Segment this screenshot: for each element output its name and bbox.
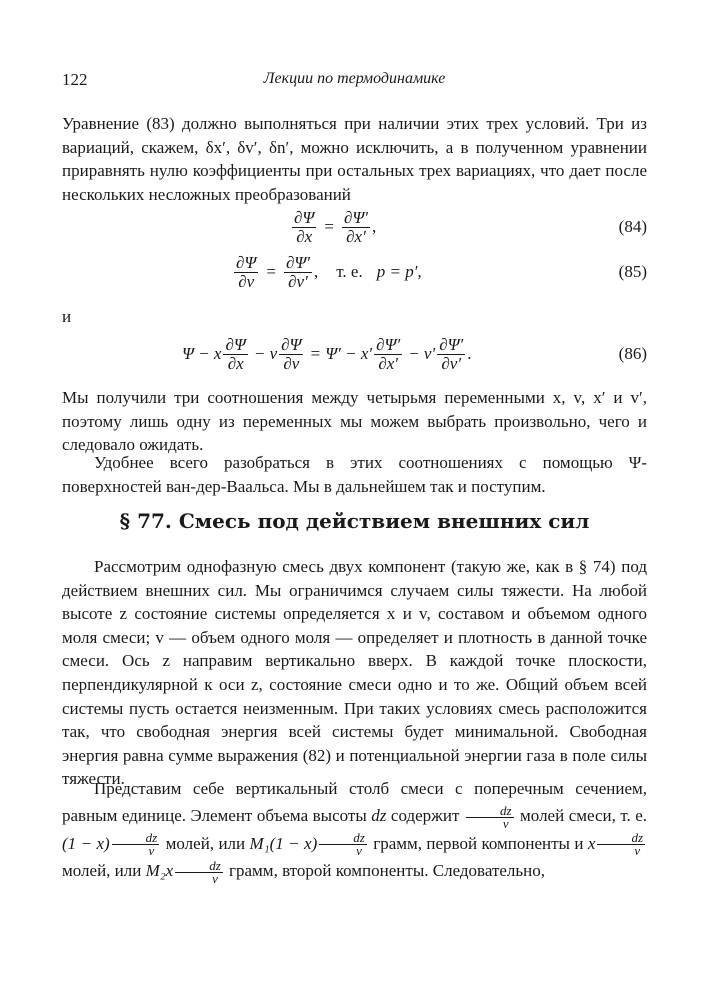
- column-m2: M₂x: [145, 861, 174, 881]
- equation-86: [62, 334, 647, 374]
- page-number: 122: [62, 70, 88, 89]
- eq86-f2-den: ∂v: [283, 353, 300, 373]
- column-m1: M₁(1 − x): [249, 833, 318, 853]
- running-title: Лекции по термодинамике: [263, 70, 446, 87]
- column-text-7: грамм, второй компоненты. Следовательно,: [229, 861, 546, 881]
- column-fraction-4: [597, 832, 645, 857]
- eq86-term3: = Ψ′ − x′: [309, 344, 373, 363]
- section-heading: § 77. Смесь под действием внешних сил: [119, 509, 590, 533]
- eq85-rhs-fraction: [284, 254, 312, 291]
- paragraph-column: [62, 775, 647, 885]
- paragraph-intro: Уравнение (83) должно выполняться при наличии этих трех условий. Три из вариаций, скажем, δx′, δv′, δn′, можно исключить, а в полученном уравнении приравнять нулю коэффициенты при остальных трех вариациях, что дает после нескольких несложных преобразований: [62, 114, 647, 204]
- column-text-1: Представим себе вертикальный столб смеси с поперечным сечением, равным единице. Элемент объема высоты: [62, 779, 647, 825]
- eq85-equals: =: [266, 262, 276, 281]
- frac3-num: dz: [319, 832, 367, 845]
- eq84-trail: ,: [372, 217, 377, 236]
- eq85-lhs-den: ∂v: [238, 271, 255, 291]
- eq86-f1-num: ∂Ψ: [225, 334, 246, 354]
- column-text-5: грамм, первой компоненты и: [373, 833, 584, 853]
- book-page: [62, 0, 647, 1000]
- paragraph-consider: Рассмотрим однофазную смесь двух компонент (такую же, как в § 74) под действием внешних сил. Мы ограничимся случаем силы тяжести. На любой высоте z состояние системы определяется x и v, составом и объемом одного моля смеси; v — объем одного моля — определяет и плотность в данной точке смеси. Ось z направим вертикально вверх. В каждой точке плоскости, перпендикулярной к оси z, состояние смеси одно и то же. Общий объем всей системы пусть остается неизменным. При таких условиях смесь расположится так, что свободная энергия всей системы будет минимальной. Свободная энергия равна сумме выражения (82) и потенциальной энергии газа в поле силы тяжести.: [62, 557, 647, 789]
- column-expr-1: (1 − x): [62, 833, 110, 853]
- equation-85-body: [232, 252, 422, 292]
- eq86-term4: − v′: [408, 344, 436, 363]
- equation-84: [62, 207, 647, 247]
- frac5-den: v: [212, 870, 218, 886]
- eq86-f1-den: ∂x: [227, 353, 244, 373]
- frac4-num: dz: [597, 832, 645, 845]
- eq84-lhs-num: ∂Ψ: [294, 207, 315, 227]
- paragraph-relations: Мы получили три соотношения между четырьмя переменными x, v, x′ и v′, поэтому лишь одну из переменных мы можем выбрать произвольно, чего и следовало ожидать.: [62, 388, 647, 455]
- eq86-f4-num: ∂Ψ′: [439, 334, 464, 354]
- equation-number-86: (86): [618, 344, 647, 363]
- eq84-equals: =: [324, 217, 334, 236]
- equation-85: [62, 252, 647, 292]
- frac1-num: dz: [466, 805, 514, 818]
- eq86-term2: − v: [253, 344, 278, 363]
- conjunction-and: и: [62, 307, 72, 326]
- eq84-lhs-den: ∂x: [296, 226, 313, 246]
- eq86-f3-num: ∂Ψ′: [376, 334, 401, 354]
- equation-86-body: [182, 334, 472, 374]
- column-text-4: молей, или: [165, 833, 246, 853]
- eq84-rhs-den: ∂x′: [346, 226, 366, 246]
- eq84-lhs-fraction: [292, 209, 316, 246]
- frac5-num: dz: [175, 860, 223, 873]
- eq86-fraction2: [279, 336, 303, 373]
- eq84-rhs-fraction: [342, 209, 370, 246]
- frac4-den: v: [634, 843, 641, 859]
- eq86-trail: .: [467, 344, 472, 363]
- eq85-ie: т. е.: [336, 262, 363, 281]
- eq86-term1: Ψ − x: [182, 344, 222, 363]
- column-text-6: молей, или: [62, 861, 142, 881]
- paragraph-convenient: Удобнее всего разобраться в этих соотношениях с помощью Ψ-поверхностей ван-дер-Ваальса. Мы в дальнейшем так и поступим.: [62, 453, 647, 496]
- eq85-rhs-num: ∂Ψ′: [285, 252, 311, 272]
- column-fraction-3: [319, 832, 367, 857]
- eq86-fraction3: [374, 336, 402, 373]
- eq85-lhs-num: ∂Ψ: [236, 252, 257, 272]
- eq85-rhs-den: ∂v′: [288, 271, 308, 291]
- eq84-rhs-num: ∂Ψ′: [343, 207, 369, 227]
- column-text-2: содержит: [390, 806, 460, 825]
- frac3-den: v: [356, 843, 362, 859]
- frac2-den: v: [148, 843, 155, 859]
- eq86-f3-den: ∂x′: [378, 353, 398, 373]
- eq85-trail: ,: [314, 262, 319, 281]
- eq85-lhs-fraction: [234, 254, 258, 291]
- eq86-f2-num: ∂Ψ: [281, 334, 302, 354]
- column-text-3: молей смеси, т. е.: [520, 806, 648, 825]
- equation-84-body: [290, 207, 376, 247]
- eq86-f4-den: ∂v′: [441, 353, 462, 373]
- column-dz: dz: [371, 806, 387, 825]
- frac2-num: dz: [112, 832, 160, 845]
- page-header: [62, 70, 647, 94]
- equation-number-85: (85): [618, 262, 647, 281]
- frac1-den: v: [502, 815, 509, 831]
- column-x: x: [587, 833, 596, 853]
- column-fraction-5: [175, 857, 223, 886]
- eq86-fraction1: [223, 336, 247, 373]
- eq85-tail: p = p′,: [376, 262, 422, 281]
- equation-number-84: (84): [618, 217, 647, 236]
- column-fraction-2: [112, 832, 160, 857]
- column-fraction-1: [466, 802, 514, 831]
- eq86-fraction4: [437, 336, 465, 373]
